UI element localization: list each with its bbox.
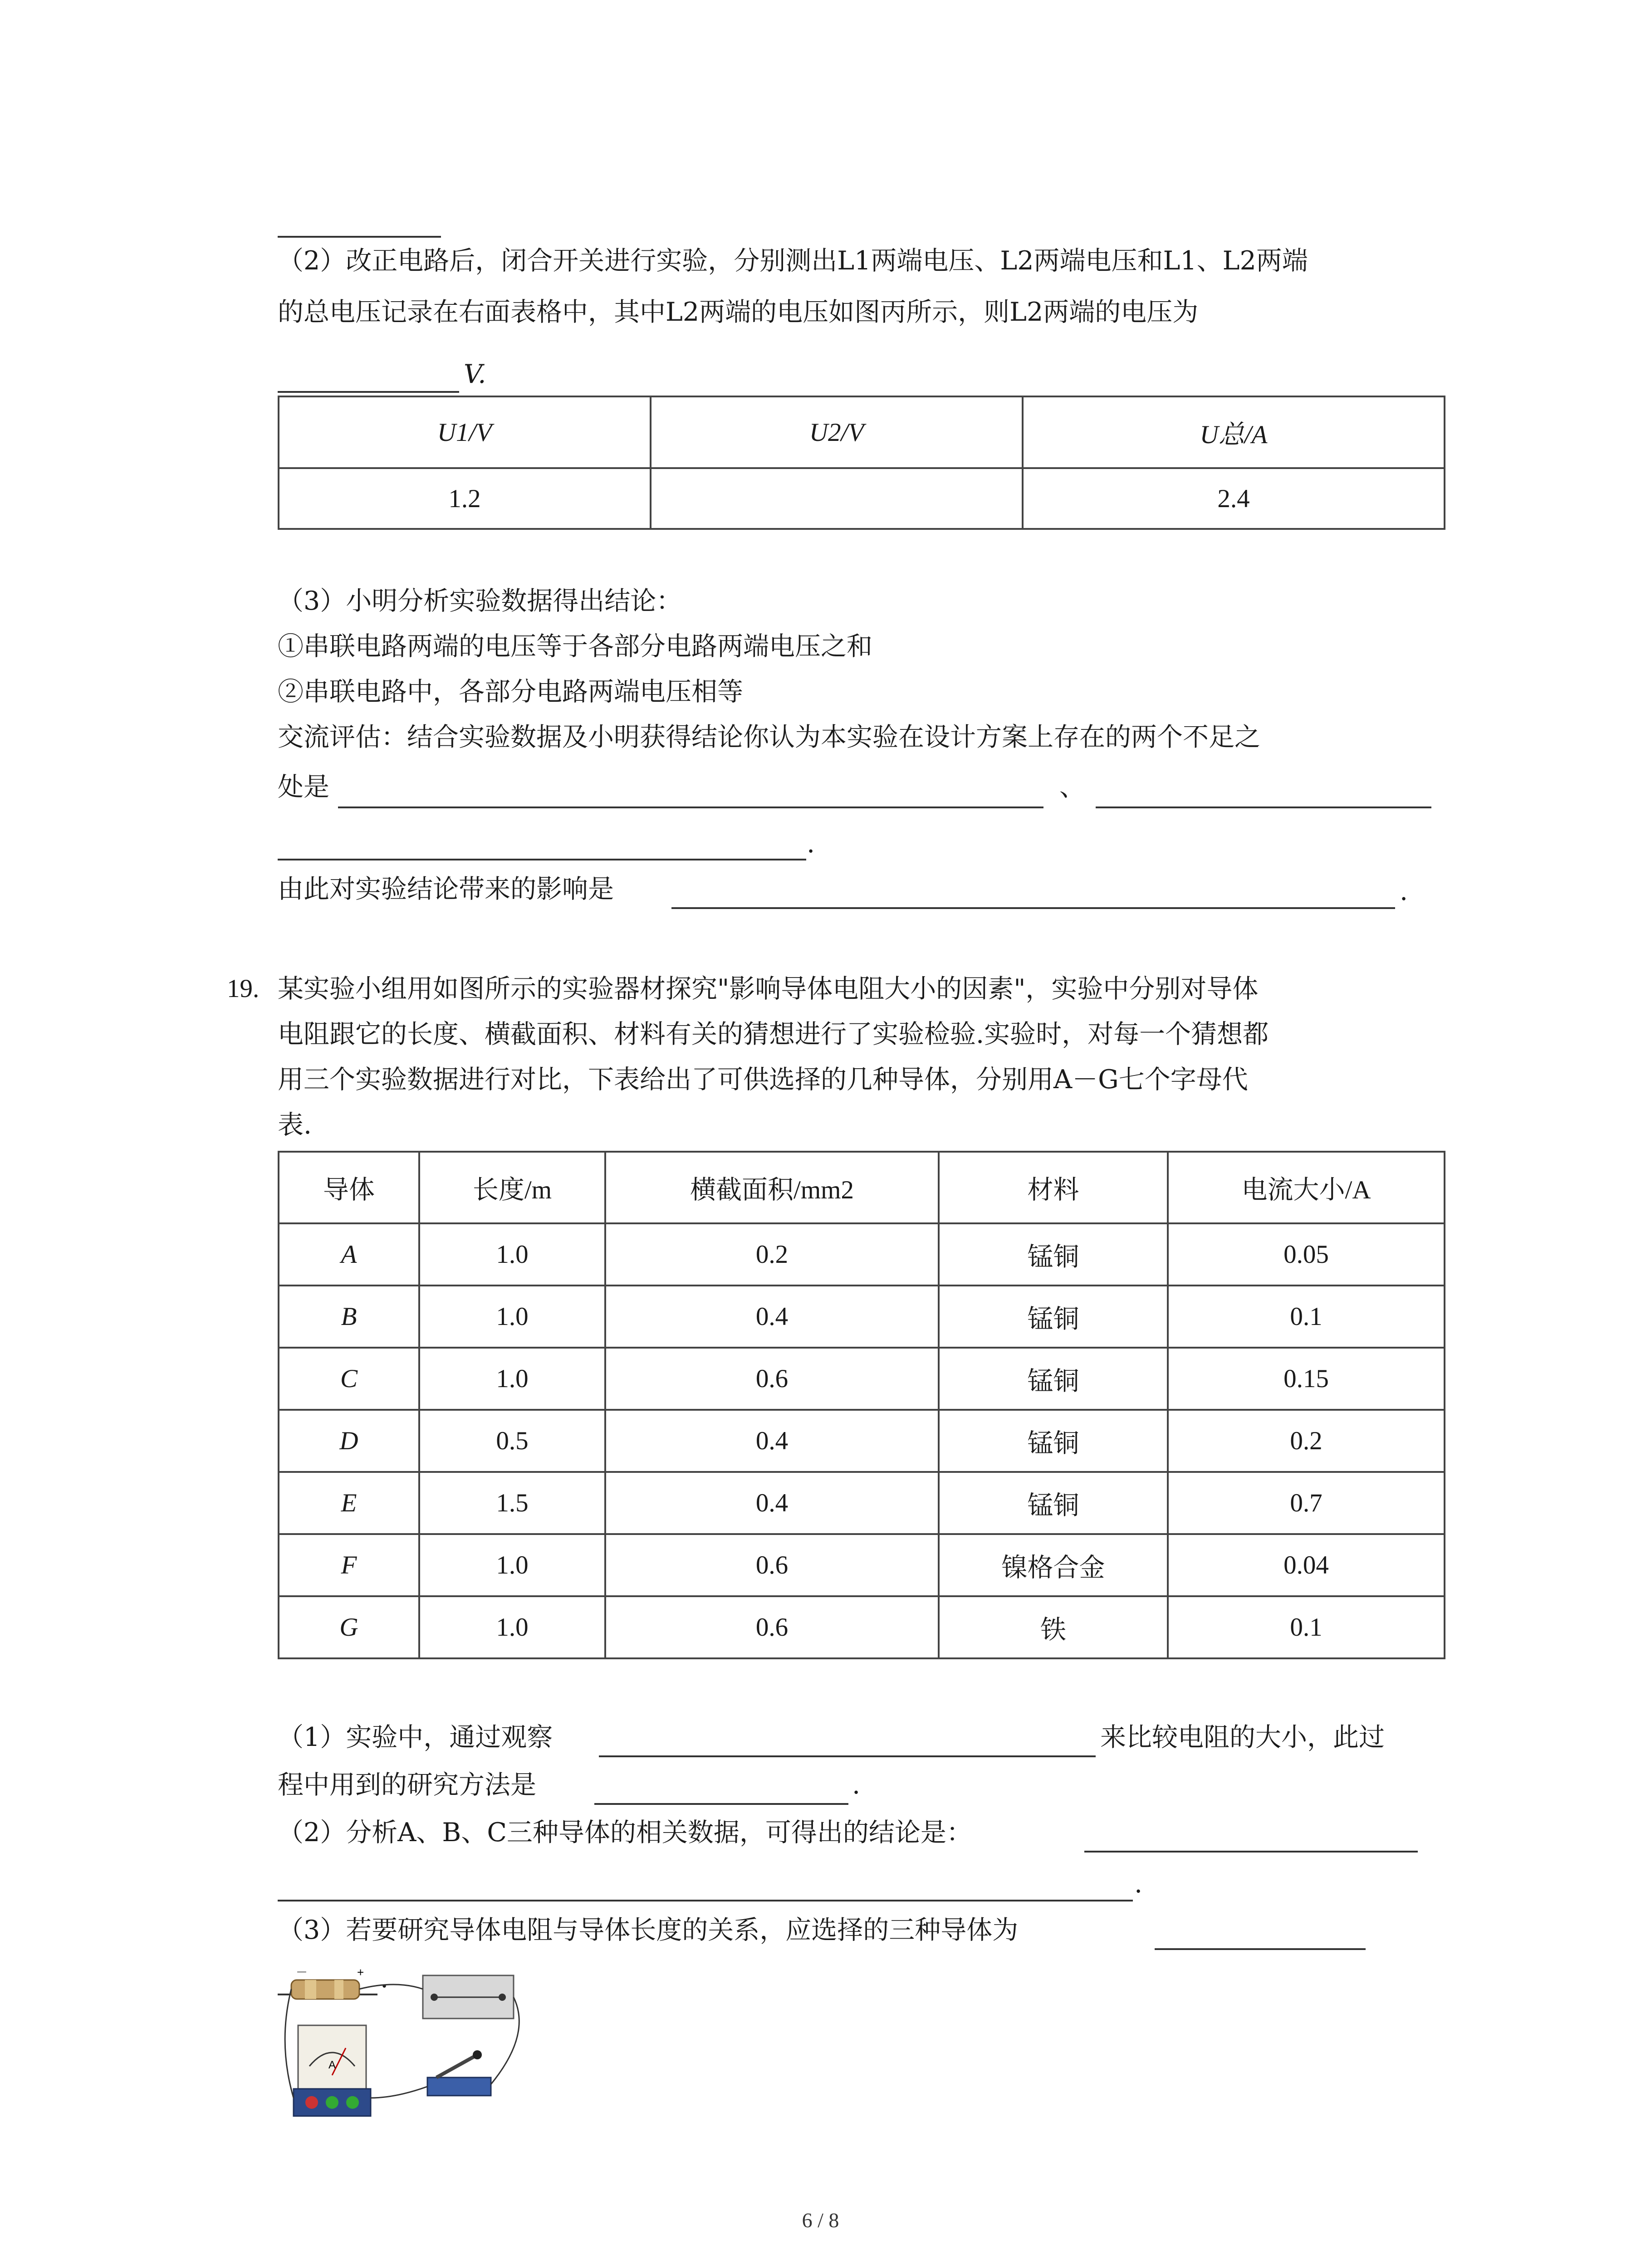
q19-cell: 1.5 (419, 1472, 605, 1534)
resistance-board-icon (423, 1975, 514, 2019)
q19-conductors-blank[interactable] (1155, 1948, 1366, 1950)
circuit-apparatus-figure (278, 1962, 532, 2143)
q19-cell: 0.2 (605, 1223, 939, 1286)
q18-header-u1: U1/V (279, 396, 651, 468)
q18-voltage-table (278, 396, 1445, 530)
q18-header-u2: U2/V (651, 396, 1023, 468)
q19-method-blank[interactable] (594, 1803, 848, 1805)
q19-part2-period: . (1134, 1869, 1143, 1899)
q19-part1-head: （1）实验中，通过观察 (278, 1722, 553, 1752)
q19-stem-line2: 电阻跟它的长度、横截面积、材料有关的猜想进行了实验检验.实验时，对每一个猜想都 (278, 1019, 1269, 1049)
q19-part3-head: （3）若要研究导体电阻与导体长度的关系，应选择的三种导体为 (278, 1915, 1019, 1945)
table-row (279, 1534, 1445, 1596)
q19-part3-period: . (380, 1964, 389, 1994)
q19-cell: 0.1 (1168, 1596, 1445, 1658)
q19-header-current: 电流大小/A (1168, 1152, 1445, 1223)
q19-cell: 锰铜 (939, 1472, 1168, 1534)
q19-part1-mid: 来比较电阻的大小，此过 (1100, 1722, 1385, 1752)
q18-cell-u2[interactable] (651, 468, 1023, 529)
q19-cell: 0.6 (605, 1534, 939, 1596)
q19-cell: 0.2 (1168, 1410, 1445, 1472)
q19-cell: 1.0 (419, 1223, 605, 1286)
table-row (279, 1223, 1445, 1286)
q18-part2-line1: （2）改正电路后，闭合开关进行实验，分别测出L1两端电压、L2两端电压和L1、L2两端 (278, 246, 1308, 276)
q19-cell: 锰铜 (939, 1348, 1168, 1410)
q18-part3-conclusion1: ①串联电路两端的电压等于各部分电路两端电压之和 (278, 631, 872, 661)
q19-cell: 0.6 (605, 1348, 939, 1410)
q18-cell-u1: 1.2 (279, 468, 651, 529)
q18-part3-line7-head: 由此对实验结论带来的影响是 (278, 874, 614, 904)
q19-cell: B (279, 1286, 419, 1348)
q19-cell: 0.5 (419, 1410, 605, 1472)
q18-deficiency2-blank-cont[interactable] (278, 859, 806, 860)
table-row (279, 1472, 1445, 1534)
q19-observe-blank[interactable] (599, 1755, 1096, 1757)
q19-cell: 1.0 (419, 1534, 605, 1596)
q19-cell: 铁 (939, 1596, 1168, 1658)
q19-cell: 锰铜 (939, 1410, 1168, 1472)
battery-icon (291, 1965, 364, 1999)
q19-cell: F (279, 1534, 419, 1596)
table-row (279, 1596, 1445, 1658)
q18-header-utotal: U总/A (1023, 396, 1445, 468)
q19-stem-line4: 表. (278, 1110, 312, 1140)
q19-cell: 锰铜 (939, 1286, 1168, 1348)
q19-cell: 1.0 (419, 1596, 605, 1658)
q18-part2-line2: 的总电压记录在右面表格中，其中L2两端的电压如图丙所示，则L2两端的电压为 (278, 297, 1199, 327)
switch-icon (427, 2050, 491, 2096)
ammeter-label: A (328, 2059, 336, 2071)
q18-impact-blank[interactable] (671, 907, 1395, 909)
table-row (279, 1410, 1445, 1472)
q18-deficiency1-blank[interactable] (338, 807, 1043, 808)
q19-number: 19. (227, 974, 260, 1003)
q19-header-area: 横截面积/mm2 (605, 1152, 939, 1223)
q19-cell: 0.4 (605, 1286, 939, 1348)
q18-part3-evaluation: 交流评估：结合实验数据及小明获得结论你认为本实验在设计方案上存在的两个不足之 (278, 722, 1260, 752)
q19-header-length: 长度/m (419, 1152, 605, 1223)
q18-part3-line1: （3）小明分析实验数据得出结论： (278, 586, 682, 616)
q19-header-conductor: 导体 (279, 1152, 419, 1223)
table-row (279, 1286, 1445, 1348)
q18-part3-conclusion2: ②串联电路中，各部分电路两端电压相等 (278, 677, 743, 707)
q18-deficiency2-blank[interactable] (1096, 807, 1431, 808)
q19-conclusion-blank[interactable] (1084, 1851, 1418, 1853)
q18-part3-line5-head: 处是 (278, 772, 329, 802)
q19-cell: 锰铜 (939, 1223, 1168, 1286)
q19-cell: 0.04 (1168, 1534, 1445, 1596)
q19-cell: 0.15 (1168, 1348, 1445, 1410)
battery-plus-label: + (357, 1965, 364, 1979)
q19-stem-line1: 某实验小组用如图所示的实验器材探究"影响导体电阻大小的因素"，实验中分别对导体 (278, 974, 1259, 1004)
q19-part2-head: （2）分析A、B、C三种导体的相关数据，可得出的结论是： (278, 1818, 972, 1848)
q19-cell: 0.4 (605, 1410, 939, 1472)
q19-cell: 0.6 (605, 1596, 939, 1658)
ammeter-icon (294, 2025, 371, 2116)
q19-cell: 1.0 (419, 1348, 605, 1410)
q19-cell: 镍格合金 (939, 1534, 1168, 1596)
q19-cell: C (279, 1348, 419, 1410)
q19-cell: 0.7 (1168, 1472, 1445, 1534)
q18-separator: 、 (1059, 772, 1085, 802)
q18-line6-period: . (807, 829, 815, 859)
q19-cell: D (279, 1410, 419, 1472)
q19-part1-period: . (852, 1770, 861, 1800)
q18-voltage-unit: V. (464, 359, 486, 389)
q19-cell: 0.4 (605, 1472, 939, 1534)
q19-cell: G (279, 1596, 419, 1658)
q19-header-material: 材料 (939, 1152, 1168, 1223)
q19-conductor-table (278, 1151, 1445, 1659)
page-number: 6 / 8 (802, 2209, 839, 2232)
q19-cell: 0.1 (1168, 1286, 1445, 1348)
q18-cell-utotal: 2.4 (1023, 468, 1445, 529)
table-row (279, 1348, 1445, 1410)
q19-cell: E (279, 1472, 419, 1534)
q19-cell: 0.05 (1168, 1223, 1445, 1286)
q19-cell: A (279, 1223, 419, 1286)
q19-stem-line3: 用三个实验数据进行对比，下表给出了可供选择的几种导体，分别用A－G七个字母代 (278, 1065, 1248, 1095)
battery-minus-label: － (296, 1965, 308, 1979)
q18-line7-period: . (1400, 876, 1408, 906)
q19-part1-line2-head: 程中用到的研究方法是 (278, 1770, 536, 1800)
q18-voltage-blank[interactable] (278, 391, 459, 393)
top-answer-line (278, 236, 441, 238)
q19-conclusion-blank-cont[interactable] (278, 1900, 1133, 1901)
q19-cell: 1.0 (419, 1286, 605, 1348)
